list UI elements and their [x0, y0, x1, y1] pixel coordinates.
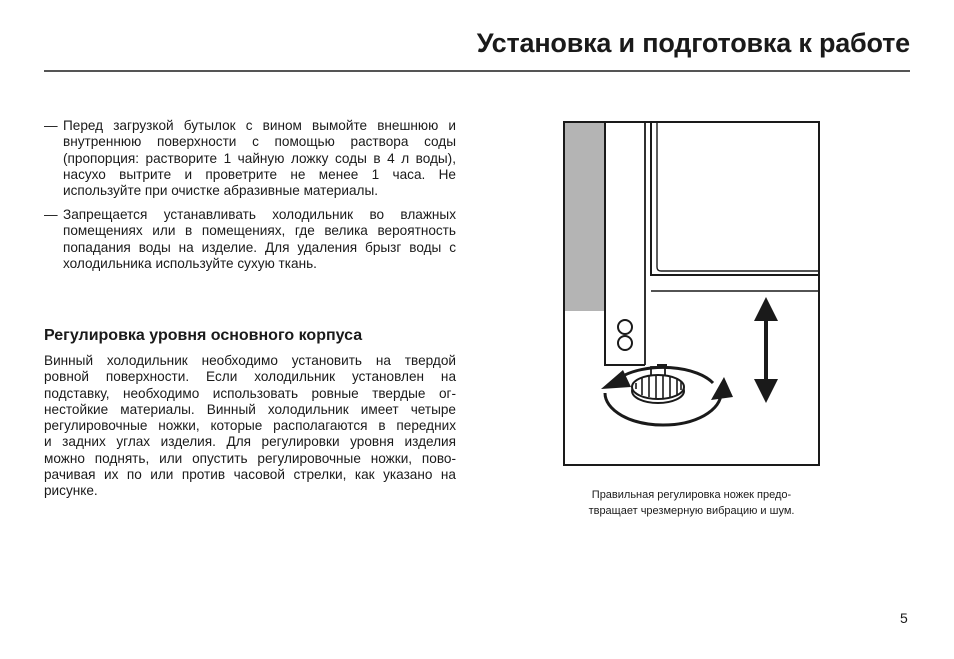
paragraph-line: подставку, необходимо использовать ровные твердые ог- — [44, 385, 456, 401]
header-divider — [44, 70, 910, 72]
screw-hole-icon — [618, 336, 632, 350]
paragraph-line: рисунке. — [44, 483, 98, 499]
section-heading: Регулировка уровня основного корпуса — [44, 327, 363, 344]
paragraph-line: можно поднять, или опустить регулировочные ножки, пово- — [44, 450, 456, 466]
page-title: Установка и подготовка к работе — [476, 28, 910, 58]
paragraph-line: Винный холодильник необходимо установить на твердой — [44, 353, 456, 368]
figure-caption: твращает чрезмерную вибрацию и шум. — [588, 505, 795, 517]
screw-hole-icon — [618, 320, 632, 334]
paragraph-line: и задних углах изделия. Для регулировки уровня изделия — [44, 434, 456, 450]
bullet-item — [44, 207, 456, 272]
bullet-dash: — — [44, 118, 58, 133]
figure-caption: Правильная регулировка ножек предо- — [591, 489, 792, 501]
paragraph-line: нестойкие материалы. Винный холодильник имеет четыре — [44, 401, 456, 417]
section-paragraph — [44, 353, 456, 500]
leveling-feet-illustration — [563, 121, 820, 466]
paragraph-line: регулировочные ножки, которые располагаются в передних — [44, 418, 456, 434]
bullet-item — [44, 118, 456, 199]
paragraph-line: рачивая их по или против часовой стрелки, как указано на — [44, 467, 456, 483]
bullet-text: Перед загрузкой бутылок с вином вымойте внешнюю и внутреннюю поверхности с помощью раствора соды (пропорция: растворите 1 чайную ложку соды в 4 л воды), насухо вытрите и проветрите не менее 1 часа. Не используйте при очистке абразивные материалы. — [63, 118, 456, 199]
bullet-text: Запрещается устанавливать холодильник во влажных помещениях или в помещениях, где велика вероятность попадания воды на изделие. Для удаления брызг воды с холодильника используйте сухую ткань. — [63, 207, 456, 271]
bullet-dash: — — [44, 207, 58, 222]
wall-shade — [565, 123, 604, 311]
paragraph-line: ровной поверхности. Если холодильник установлен на — [44, 369, 456, 385]
page-number: 5 — [900, 610, 908, 626]
